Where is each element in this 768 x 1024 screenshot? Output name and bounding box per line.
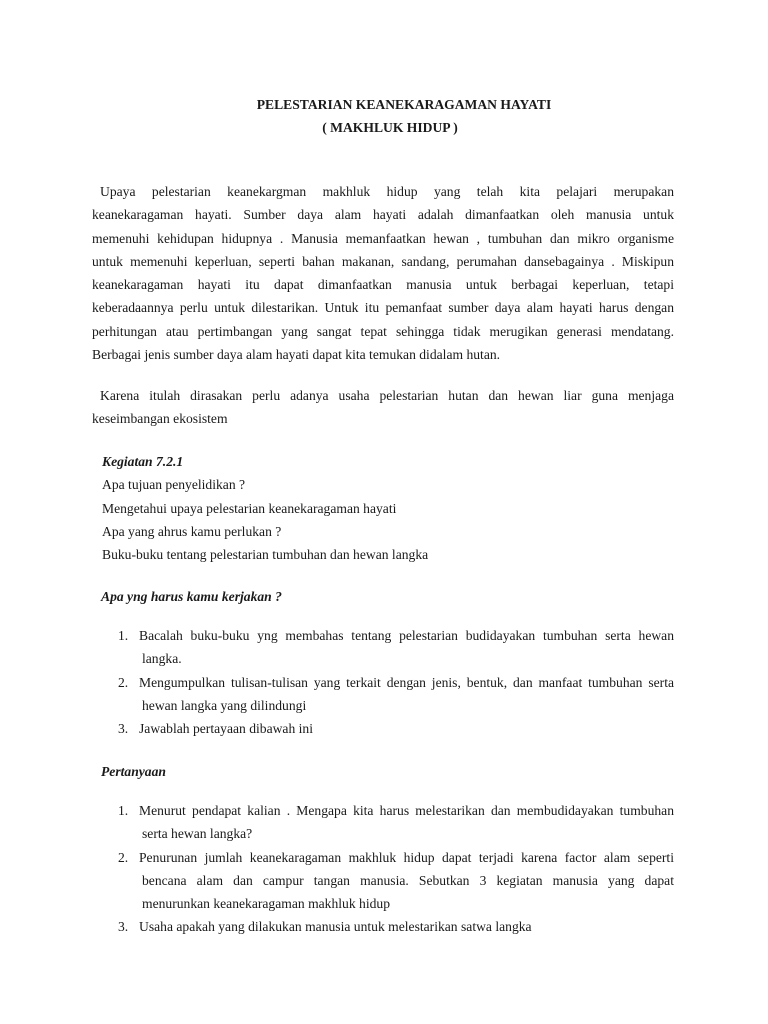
kegiatan-line: Apa yang ahrus kamu perlukan ? [102, 523, 282, 539]
list-item [118, 717, 674, 740]
intro-line: keanekaragaman hayati. Sumber daya alam hayati adalah dimanfaatkan oleh manusia untuk [92, 207, 674, 223]
document-title: PELESTARIAN KEANEKARAGAMAN HAYATI [256, 97, 552, 112]
list-number: 3. [118, 919, 129, 935]
intro-line: Berbagai jenis sumber daya alam hayati dapat kita temukan didalam hutan. [92, 347, 501, 363]
list-item-line: Usaha apakah yang dilakukan manusia untuk melestarikan satwa langka [139, 919, 532, 935]
intro-paragraph [92, 180, 674, 366]
kegiatan-line: Buku-buku tentang pelestarian tumbuhan dan hewan langka [102, 547, 429, 563]
list-item-line: menurunkan keanekaragaman makhluk hidup [142, 896, 390, 912]
kegiatan-heading: Kegiatan 7.2.1 [102, 454, 184, 469]
intro-line: untuk memenuhi keperluan, seperti bahan makanan, sandang, perumahan dansebagainya . Miskipun [92, 253, 674, 269]
intro-line: Upaya pelestarian keanekargman makhluk hidup yang telah kita pelajari merupakan [100, 184, 674, 199]
list-item-line: bencana alam dan campur tangan manusia. Sebutkan 3 kegiatan manusia yang dapat [142, 872, 674, 888]
list-number: 2. [118, 849, 129, 865]
tasks-list [118, 624, 674, 740]
kegiatan-section [102, 450, 682, 566]
list-item-line: hewan langka yang dilindungi [142, 697, 307, 713]
intro-line: keberadaannya perlu untuk dilestarikan. Untuk itu pemanfaat sumber daya alam hayati harus dengan [92, 300, 674, 316]
kegiatan-line: Mengetahui upaya pelestarian keanekaragaman hayati [102, 500, 397, 516]
second-line: keseimbangan ekosistem [92, 411, 228, 427]
list-item-line: serta hewan langka? [142, 826, 253, 842]
list-item [118, 846, 674, 916]
list-number: 1. [118, 628, 129, 643]
document-subtitle: ( MAKHLUK HIDUP ) [322, 120, 458, 135]
list-number: 3. [118, 721, 129, 737]
tasks-heading: Apa yng harus kamu kerjakan ? [101, 589, 282, 604]
intro-line: keanekaragaman hayati itu dapat dimanfaatkan manusia untuk berbagai keperluan, tetapi [92, 277, 674, 293]
list-item-line: langka. [142, 651, 182, 667]
intro-line: perhitungan atau pertimbangan yang sangat tepat sehingga tidak merugikan generasi mendatang. [92, 323, 674, 339]
list-item [118, 915, 674, 938]
questions-heading: Pertanyaan [101, 764, 166, 779]
second-line: Karena itulah dirasakan perlu adanya usaha pelestarian hutan dan hewan liar guna menjaga [100, 388, 674, 403]
list-item-line: Jawablah pertayaan dibawah ini [139, 721, 314, 737]
list-item [118, 671, 674, 718]
questions-list [118, 799, 674, 939]
list-number: 2. [118, 674, 129, 690]
second-paragraph [92, 384, 674, 431]
list-number: 1. [118, 803, 129, 818]
list-item-line: Penurunan jumlah keanekaragaman makhluk hidup dapat terjadi karena factor alam seperti [139, 849, 674, 865]
list-item [118, 799, 674, 846]
list-item-line: Mengumpulkan tulisan-tulisan yang terkait dengan jenis, bentuk, dan manfaat tumbuhan serta [139, 674, 674, 690]
list-item-line: Menurut pendapat kalian . Mengapa kita harus melestarikan dan membudidayakan tumbuhan [139, 803, 674, 818]
list-item [118, 624, 674, 671]
kegiatan-line: Apa tujuan penyelidikan ? [102, 477, 246, 493]
intro-line: memenuhi kehidupan hidupnya . Manusia memanfaatkan hewan , tumbuhan dan mikro organisme [92, 230, 674, 246]
list-item-line: Bacalah buku-buku yng membahas tentang pelestarian budidayakan tumbuhan serta hewan [139, 628, 674, 643]
